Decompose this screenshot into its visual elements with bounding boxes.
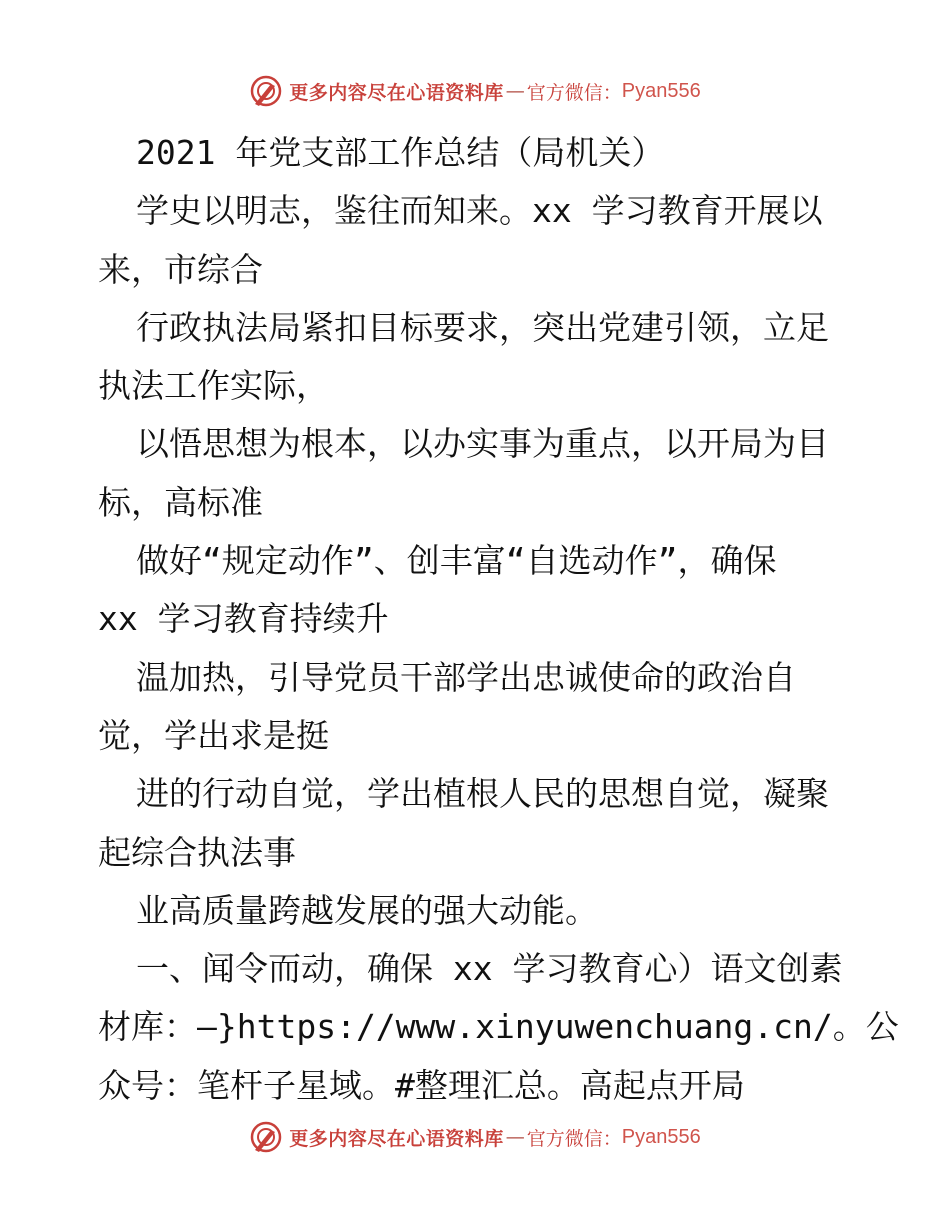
pen-logo-icon	[249, 74, 283, 108]
doc-title: 2021 年党支部工作总结（局机关）	[136, 133, 665, 172]
banner-site-text: 更多内容尽在心语资料库	[289, 1127, 504, 1150]
banner-wechat-id: Pyan556	[621, 79, 701, 102]
banner-wechat-label: 官方微信：	[526, 81, 622, 104]
doc-line: 标，高标准	[98, 482, 263, 522]
doc-line: 来，市综合	[98, 249, 263, 289]
banner-separator: —	[505, 80, 525, 102]
doc-line: 执法工作实际，	[98, 366, 329, 406]
doc-line: 进的行动自觉，学出植根人民的思想自觉，凝聚	[136, 774, 829, 814]
watermark-banner-bottom	[0, 1112, 950, 1162]
doc-line: 一、闻令而动，确保 xx 学习教育心）语文创素	[136, 949, 843, 989]
doc-line: xx 学习教育持续升	[98, 599, 389, 639]
doc-line: 做好“规定动作”、创丰富“自选动作”，确保	[136, 541, 777, 581]
doc-line: 温加热，引导党员干部学出忠诚使命的政治自	[136, 657, 796, 697]
doc-line: 材库：—}https://www.xinyuwenchuang.cn/。公	[98, 1007, 899, 1047]
banner-site-text: 更多内容尽在心语资料库	[289, 81, 504, 104]
doc-line: 起综合执法事	[98, 832, 296, 872]
doc-line: 业高质量跨越发展的强大动能。	[136, 890, 598, 930]
watermark-banner-top	[0, 66, 950, 116]
banner-wechat-label: 官方微信：	[526, 1127, 622, 1150]
pen-logo-icon	[249, 1120, 283, 1154]
doc-line: 行政执法局紧扣目标要求，突出党建引领，立足	[136, 307, 829, 347]
banner-wechat-id: Pyan556	[621, 1125, 701, 1148]
doc-line: 学史以明志，鉴往而知来。xx 学习教育开展以	[136, 191, 823, 231]
doc-line: 觉，学出求是挺	[98, 715, 329, 755]
document-body	[98, 124, 899, 1115]
doc-line: 众号：笔杆子星域。#整理汇总。高起点开局	[98, 1065, 745, 1105]
doc-line: 以悟思想为根本，以办实事为重点，以开局为目	[136, 424, 829, 464]
banner-separator: —	[505, 1126, 525, 1148]
